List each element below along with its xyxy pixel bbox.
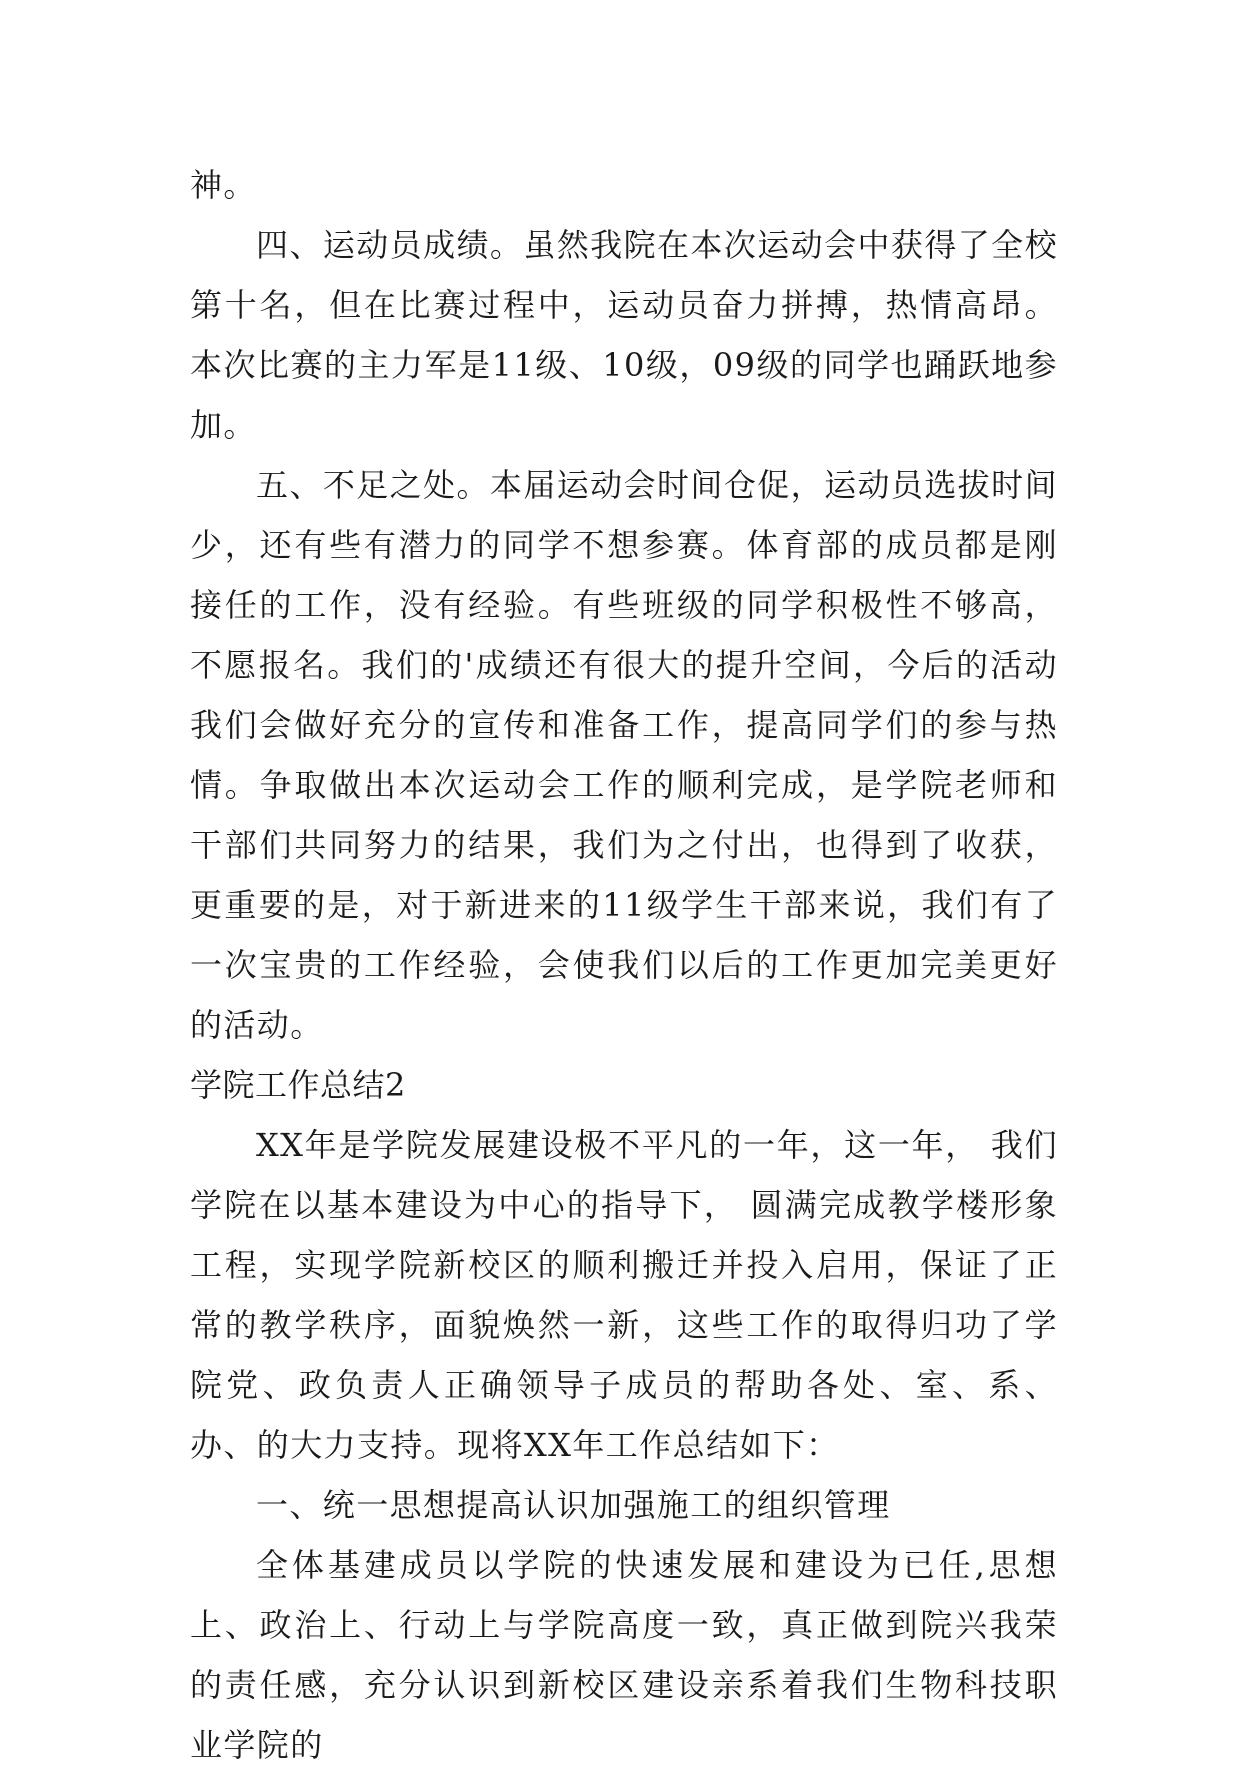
paragraph-subheading-one: 一、统一思想提高认识加强施工的组织管理 bbox=[256, 1486, 891, 1524]
section-heading: 学院工作总结2 bbox=[190, 1066, 406, 1104]
paragraph-shortcomings: 五、不足之处。本届运动会时间仓促，运动员选拔时间少，还有些有潜力的同学不想参赛。体育部的成员都是刚接任的工作，没有经验。有些班级的同学积极性不够高，不愿报名。我们的'成绩还有很大的提升空间，今后的活动我们会做好充分的宣传和准备工作，提高同学们的参与热情。争取做出本次运动会工作的顺利完成，是学院老师和干部们共同努力的结果，我们为之付出，也得到了收获，更重要的是，对于新进来的11级学生干部来说，我们有了一次宝贵的工作经验，会使我们以后的工作更加完美更好的活动。 bbox=[190, 466, 1058, 1044]
paragraph-construction-staff: 全体基建成员以学院的快速发展和建设为已任,思想上、政治上、行动上与学院高度一致，真正做到院兴我荣的责任感，充分认识到新校区建设亲系着我们生物科技职业学院的 bbox=[190, 1546, 1058, 1764]
paragraph-athlete-results: 四、运动员成绩。虽然我院在本次运动会中获得了全校第十名，但在比赛过程中，运动员奋力拼搏，热情高昂。本次比赛的主力军是11级、10级，09级的同学也踊跃地参加。 bbox=[190, 226, 1058, 444]
paragraph-year-overview: XX年是学院发展建设极不平凡的一年，这一年， 我们学院在以基本建设为中心的指导下， 圆满完成教学楼形象工程，实现学院新校区的顺利搬迁并投入启用，保证了正常的教学秩序，面貌焕然一新，这些工作的取得归功了学院党、政负责人正确领导子成员的帮助各处、室、系、办、的大力支持。现将XX年工作总结如下： bbox=[190, 1126, 1058, 1464]
document-body bbox=[190, 155, 1058, 1775]
paragraph-continuation: 神。 bbox=[190, 166, 257, 204]
